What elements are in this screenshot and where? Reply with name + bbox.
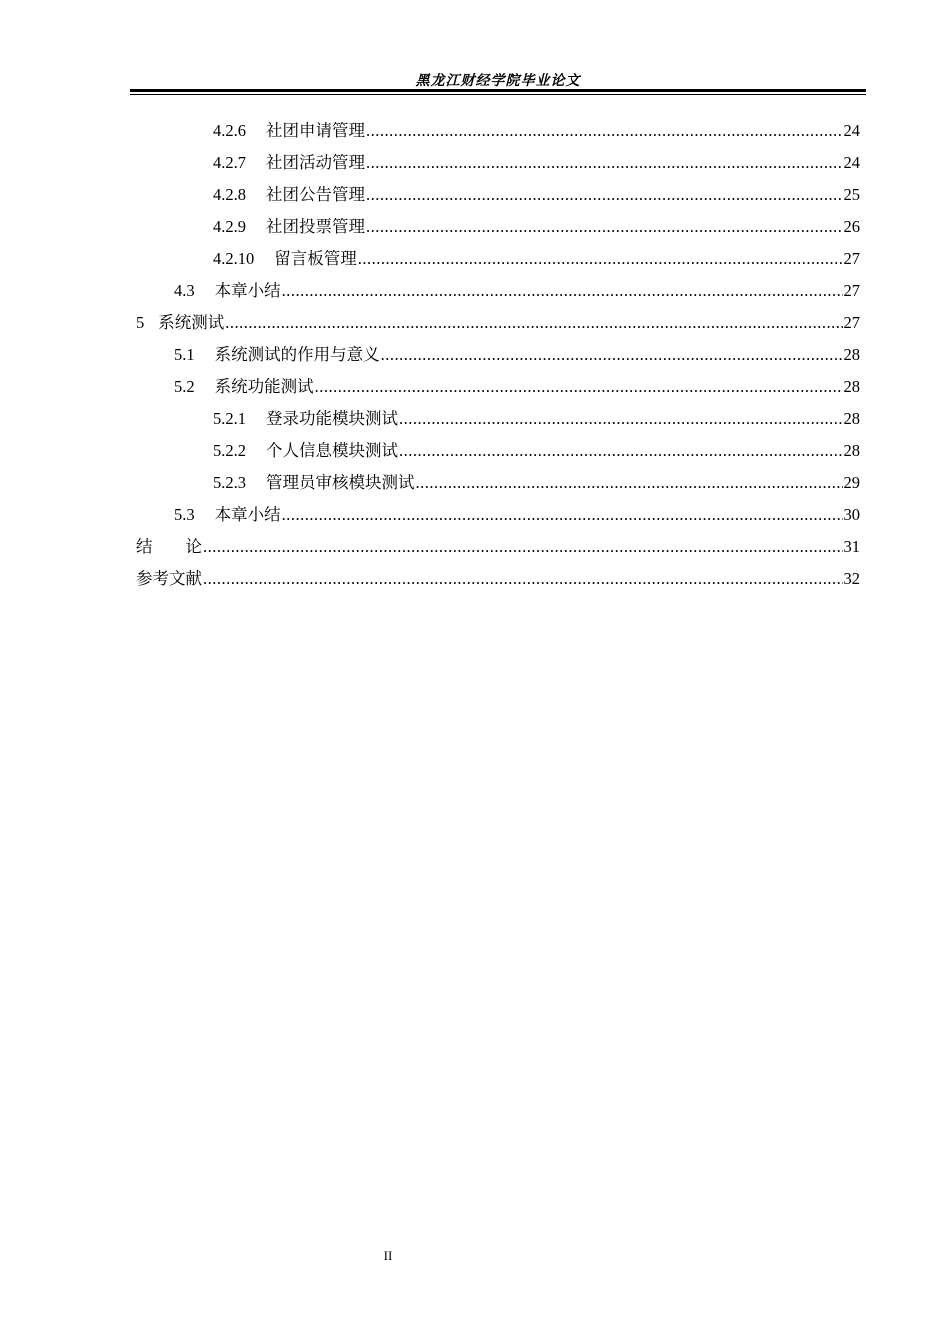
toc-entry-number: 5.3 [174, 505, 195, 524]
toc-entry[interactable] [136, 275, 860, 307]
toc-entry-number: 4.3 [174, 281, 195, 300]
toc-dot-leader [282, 499, 843, 531]
toc-entry-page: 27 [843, 249, 860, 268]
toc-entry-page: 24 [843, 153, 860, 172]
toc-entry[interactable] [136, 147, 860, 179]
toc-entry-number: 5 [136, 313, 145, 332]
toc-entry-page: 30 [843, 505, 860, 524]
toc-entry-page: 28 [843, 377, 860, 396]
toc-entry-title: 本章小结 [214, 281, 281, 300]
toc-entry-title: 系统测试的作用与意义 [214, 345, 380, 364]
toc-entry-title: 登录功能模块测试 [266, 409, 398, 428]
toc-dot-leader [225, 307, 842, 339]
toc-entry-number: 4.2.6 [213, 121, 246, 140]
toc-entry[interactable] [136, 499, 860, 531]
toc-entry-page: 32 [843, 569, 860, 588]
toc-entry[interactable] [136, 531, 860, 563]
toc-entry[interactable] [136, 339, 860, 371]
toc-entry-title: 系统测试 [158, 313, 225, 332]
page-number-footer: II [383, 1248, 393, 1263]
toc-entry-number: 5.1 [174, 345, 195, 364]
toc-entry-title: 管理员审核模块测试 [266, 473, 415, 492]
header-rule-thin [130, 94, 866, 95]
toc-entry[interactable] [136, 403, 860, 435]
toc-dot-leader [399, 403, 843, 435]
toc-entry-number: 5.2 [174, 377, 195, 396]
toc-entry[interactable] [136, 211, 860, 243]
toc-entry-page: 25 [843, 185, 860, 204]
page-header-title: 黑龙江财经学院毕业论文 [415, 73, 581, 89]
toc-entry[interactable] [136, 371, 860, 403]
toc-entry-title: 社团公告管理 [266, 185, 365, 204]
toc-entry-number: 4.2.9 [213, 217, 246, 236]
toc-dot-leader [366, 211, 843, 243]
toc-entry-title: 社团活动管理 [266, 153, 365, 172]
toc-entry-title: 留言板管理 [274, 249, 357, 268]
toc-entry[interactable] [136, 179, 860, 211]
toc-dot-leader [381, 339, 843, 371]
toc-entry-page: 24 [843, 121, 860, 140]
toc-entry-number: 5.2.2 [213, 441, 246, 460]
header-rule-thick [130, 89, 866, 92]
toc-dot-leader [315, 371, 843, 403]
toc-entry-page: 28 [843, 345, 860, 364]
toc-dot-leader [366, 115, 843, 147]
toc-entry-number: 5.2.1 [213, 409, 246, 428]
toc-entry-title: 参考文献 [136, 569, 202, 588]
toc-entry-title: 系统功能测试 [214, 377, 314, 396]
toc-dot-leader [203, 563, 843, 595]
toc-entry-title: 本章小结 [214, 505, 281, 524]
toc-entry-page: 28 [843, 441, 860, 460]
toc-entry-page: 29 [843, 473, 860, 492]
toc-entry-number: 4.2.10 [213, 249, 255, 268]
toc-entry[interactable] [136, 243, 860, 275]
toc-dot-leader [366, 179, 843, 211]
toc-entry-title: 个人信息模块测试 [266, 441, 398, 460]
toc-entry[interactable] [136, 307, 860, 339]
toc-dot-leader [416, 467, 843, 499]
toc-entry-page: 27 [843, 281, 860, 300]
toc-dot-leader [366, 147, 843, 179]
toc-entry-number: 4.2.7 [213, 153, 246, 172]
toc-entry-page: 26 [843, 217, 860, 236]
toc-dot-leader [203, 531, 843, 563]
toc-entry-title: 社团投票管理 [266, 217, 365, 236]
toc-entry[interactable] [136, 563, 860, 595]
toc-dot-leader [399, 435, 843, 467]
toc-entry-page: 27 [843, 313, 860, 332]
toc-entry-number: 4.2.8 [213, 185, 246, 204]
toc-entry[interactable] [136, 435, 860, 467]
toc-entry-page: 31 [843, 537, 860, 556]
toc-entry[interactable] [136, 115, 860, 147]
toc-dot-leader [282, 275, 843, 307]
toc-entry-page: 28 [843, 409, 860, 428]
toc-entry-title: 社团申请管理 [266, 121, 365, 140]
table-of-contents [136, 115, 860, 595]
toc-entry[interactable] [136, 467, 860, 499]
toc-entry-title: 结 论 [136, 537, 202, 556]
toc-entry-number: 5.2.3 [213, 473, 246, 492]
toc-dot-leader [358, 243, 843, 275]
